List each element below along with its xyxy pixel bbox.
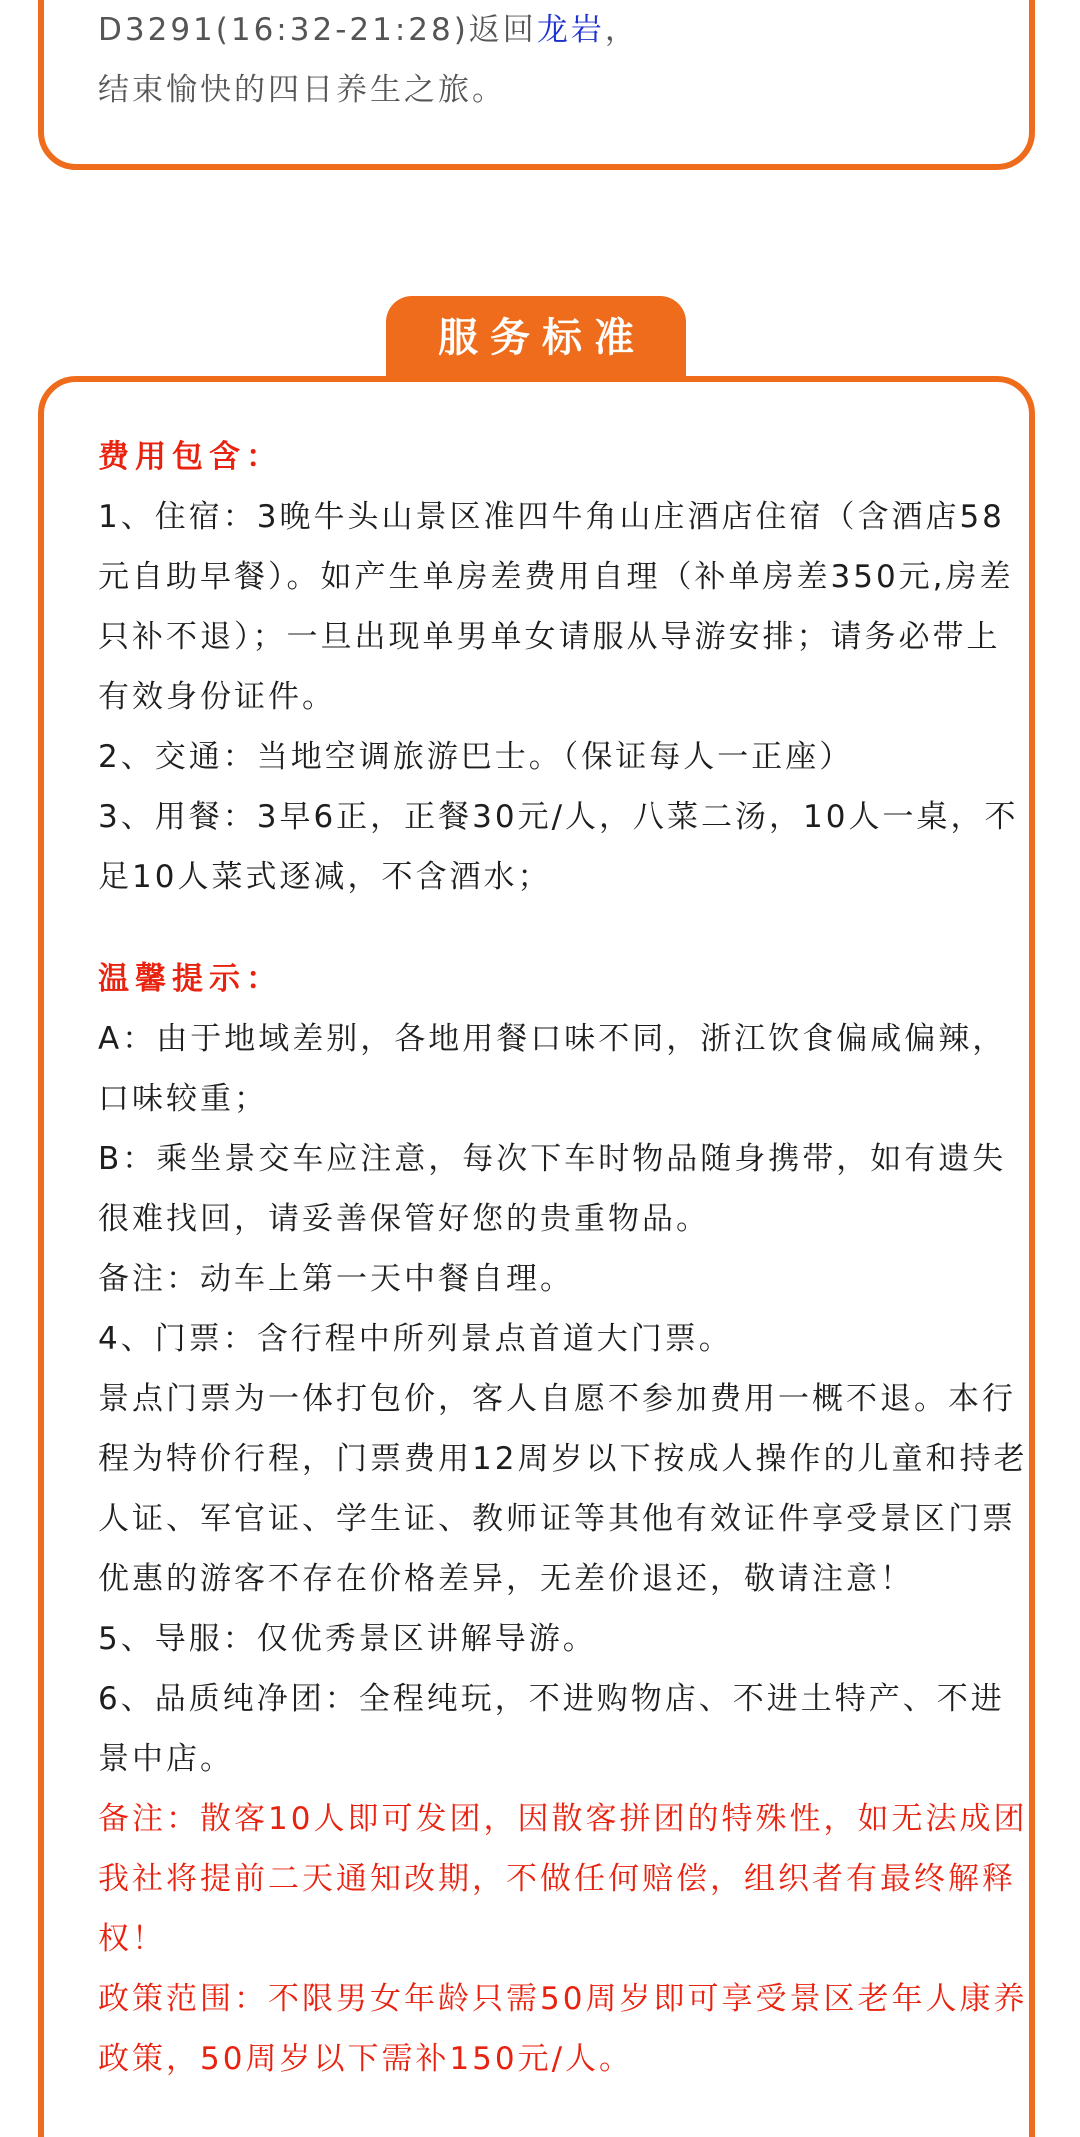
longyan-link[interactable]: 龙岩 xyxy=(536,12,605,48)
ticket-policy-text: 景点门票为一体打包价，客人自愿不参加费用一概不退。本行程为特价行程，门票费用12周岁以下按成人操作的儿童和持老人证、军官证、学生证、教师证等其他有效证件享受景区门票优惠的游客不存在价格差异，无差价退还，敬请注意！ xyxy=(98,1381,1028,1597)
itinerary-closing-line: 结束愉快的四日养生之旅。 xyxy=(98,72,506,108)
fees-included-heading: 费用包含： xyxy=(98,439,283,475)
fee-item-guide: 5、导服：仅优秀景区讲解导游。 xyxy=(98,1621,597,1657)
return-line-punct: ， xyxy=(604,12,639,48)
tips-heading: 温馨提示： xyxy=(98,961,283,997)
section-gap xyxy=(98,907,1030,949)
itinerary-end-text xyxy=(98,0,1030,120)
itinerary-return-line xyxy=(98,0,1030,60)
fee-item-meals: 3、用餐：3早6正，正餐30元/人，八菜二汤，10人一桌，不足10人菜式逐减，不含酒水； xyxy=(98,799,1019,895)
service-standard-content xyxy=(98,427,1030,2089)
group-departure-note: 备注：散客10人即可发团，因散客拼团的特殊性，如无法成团我社将提前二天通知改期，不做任何赔偿，组织者有最终解释权！ xyxy=(98,1801,1028,1957)
tip-item-lunch-note: 备注：动车上第一天中餐自理。 xyxy=(98,1261,574,1297)
fee-item-pure-tour: 6、品质纯净团：全程纯玩，不进购物店、不进土特产、不进景中店。 xyxy=(98,1681,1005,1777)
tip-item-diet: A：由于地域差别，各地用餐口味不同，浙江饮食偏咸偏辣，口味较重； xyxy=(98,1021,1007,1117)
service-standard-tab: 服务标准 xyxy=(386,296,686,380)
tip-item-belongings: B：乘坐景交车应注意，每次下车时物品随身携带，如有遗失很难找回，请妥善保管好您的贵重物品。 xyxy=(98,1141,1007,1237)
fee-item-transport: 2、交通：当地空调旅游巴士。（保证每人一正座） xyxy=(98,739,854,775)
fee-item-accommodation: 1、住宿：3晚牛头山景区准四牛角山庄酒店住宿（含酒店58元自助早餐）。如产生单房差费用自理（补单房差350元,房差只补不退）；一旦出现单男单女请服从导游安排；请务必带上有效身份证件。 xyxy=(98,499,1014,715)
return-train-text: D3291(16:32-21:28)返回 xyxy=(98,12,537,48)
fee-item-tickets: 4、门票：含行程中所列景点首道大门票。 xyxy=(98,1321,733,1357)
age-policy-note: 政策范围：不限男女年龄只需50周岁即可享受景区老年人康养政策，50周岁以下需补150元/人。 xyxy=(98,1981,1028,2077)
